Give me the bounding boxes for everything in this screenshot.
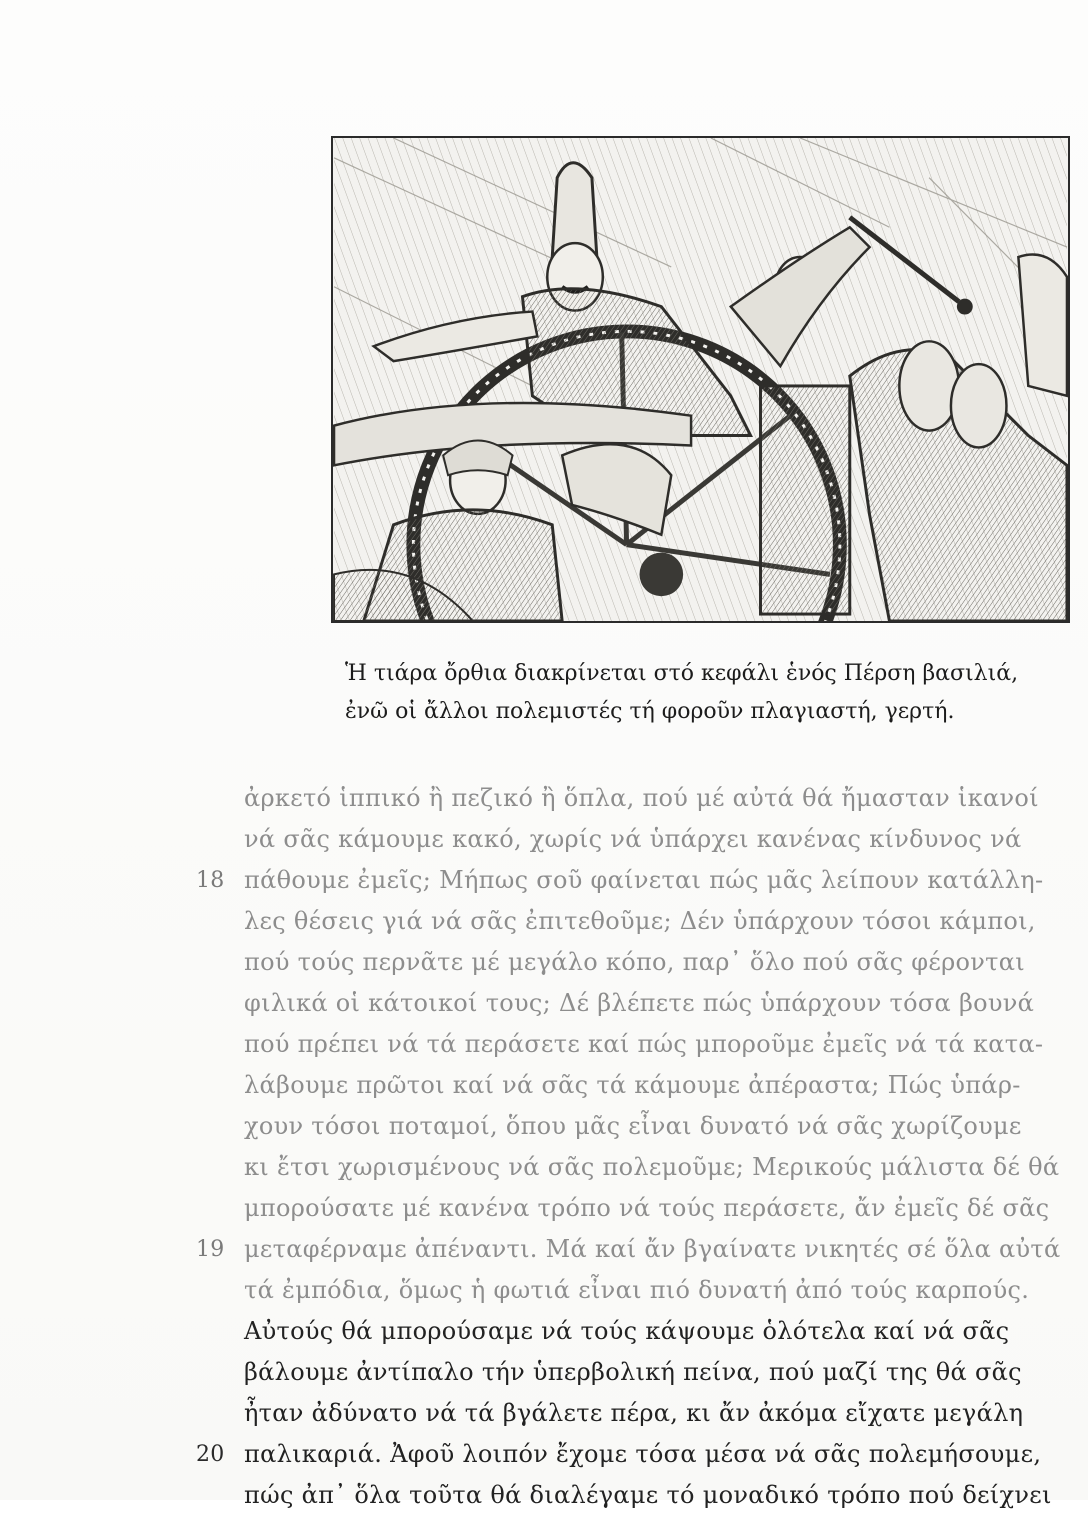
line-text: ἀρκετό ἱππικό ἢ πεζικό ἢ ὅπλα, πού μέ αὐτά θά ἤμασταν ἱκανοί	[244, 784, 1039, 812]
text-line	[244, 819, 1084, 860]
text-line	[244, 778, 1084, 819]
caption-line-2: ἐνῶ οἱ ἄλλοι πολεμιστές τή φοροῦν πλαγιαστή, γερτή.	[345, 699, 955, 724]
line-text: νά σᾶς κάμουμε κακό, χωρίς νά ὑπάρχει κανένας κίνδυνος νά	[244, 825, 1022, 853]
body-text-block	[196, 778, 1084, 1516]
text-line	[244, 983, 1084, 1024]
line-text: χουν τόσοι ποταμοί, ὅπου μᾶς εἶναι δυνατό νά σᾶς χωρίζουμε	[244, 1112, 1022, 1140]
caption-line-1: Ἡ τιάρα ὄρθια διακρίνεται στό κεφάλι ἑνός Πέρση βασιλιά,	[345, 661, 1019, 686]
text-line	[244, 1475, 1084, 1516]
line-text: φιλικά οἱ κάτοικοί τους; Δέ βλέπετε πώς ὑπάρχουν τόσα βουνά	[244, 989, 1035, 1017]
illustration-caption	[345, 655, 1045, 731]
text-line	[244, 901, 1084, 942]
text-line	[196, 860, 1084, 901]
text-line	[244, 1270, 1084, 1311]
line-text: μεταφέρναμε ἀπέναντι. Μά καί ἄν βγαίνατε νικητές σέ ὅλα αὐτά	[244, 1235, 1061, 1263]
text-line	[244, 1393, 1084, 1434]
text-line	[244, 1106, 1084, 1147]
line-text: παλικαριά. Ἀφοῦ λοιπόν ἔχομε τόσα μέσα νά σᾶς πολεμήσουμε,	[244, 1440, 1042, 1468]
line-text: πού πρέπει νά τά περάσετε καί πώς μποροῦμε ἐμεῖς νά τά κατα-	[244, 1030, 1044, 1058]
line-text: λες θέσεις γιά νά σᾶς ἐπιτεθοῦμε; Δέν ὑπάρχουν τόσοι κάμποι,	[244, 907, 1036, 935]
line-text: ἦταν ἀδύνατο νά τά βγάλετε πέρα, κι ἄν ἀκόμα εἴχατε μεγάλη	[244, 1399, 1024, 1427]
text-line	[244, 1065, 1084, 1106]
line-text: πάθουμε ἐμεῖς; Μήπως σοῦ φαίνεται πώς μᾶς λείπουν κατάλλη-	[244, 866, 1044, 894]
text-line	[196, 1434, 1084, 1475]
engraving-illustration	[331, 136, 1070, 623]
text-line	[244, 1188, 1084, 1229]
text-line	[244, 1147, 1084, 1188]
line-number: 20	[196, 1442, 225, 1467]
line-text: λάβουμε πρῶτοι καί νά σᾶς τά κάμουμε ἀπέραστα; Πώς ὑπάρ-	[244, 1071, 1021, 1099]
line-text: τά ἐμπόδια, ὅμως ἡ φωτιά εἶναι πιό δυνατή ἀπό τούς καρπούς.	[244, 1276, 1030, 1304]
line-number: 18	[196, 868, 225, 893]
chariot-body	[761, 386, 850, 614]
line-number: 19	[196, 1237, 225, 1262]
text-line	[244, 942, 1084, 983]
line-text: βάλουμε ἀντίπαλο τήν ὑπερβολική πείνα, πού μαζί της θά σᾶς	[244, 1358, 1022, 1386]
line-text: πώς ἀπ᾽ ὅλα τοῦτα θά διαλέγαμε τό μοναδικό τρόπο πού δείχνει	[244, 1481, 1052, 1509]
line-text: κι ἔτσι χωρισμένους νά σᾶς πολεμοῦμε; Μερικούς μάλιστα δέ θά	[244, 1153, 1060, 1181]
line-text: πού τούς περνᾶτε μέ μεγάλο κόπο, παρ᾽ ὅλο πού σᾶς φέρονται	[244, 948, 1025, 976]
text-line	[244, 1352, 1084, 1393]
text-line	[244, 1311, 1084, 1352]
text-line	[244, 1024, 1084, 1065]
battle-scene-drawing	[333, 138, 1068, 621]
text-line	[196, 1229, 1084, 1270]
line-text: Αὐτούς θά μπορούσαμε νά τούς κάψουμε ὁλότελα καί νά σᾶς	[244, 1317, 1010, 1345]
line-text: μπορούσατε μέ κανένα τρόπο νά τούς περάσετε, ἄν ἐμεῖς δέ σᾶς	[244, 1194, 1050, 1222]
